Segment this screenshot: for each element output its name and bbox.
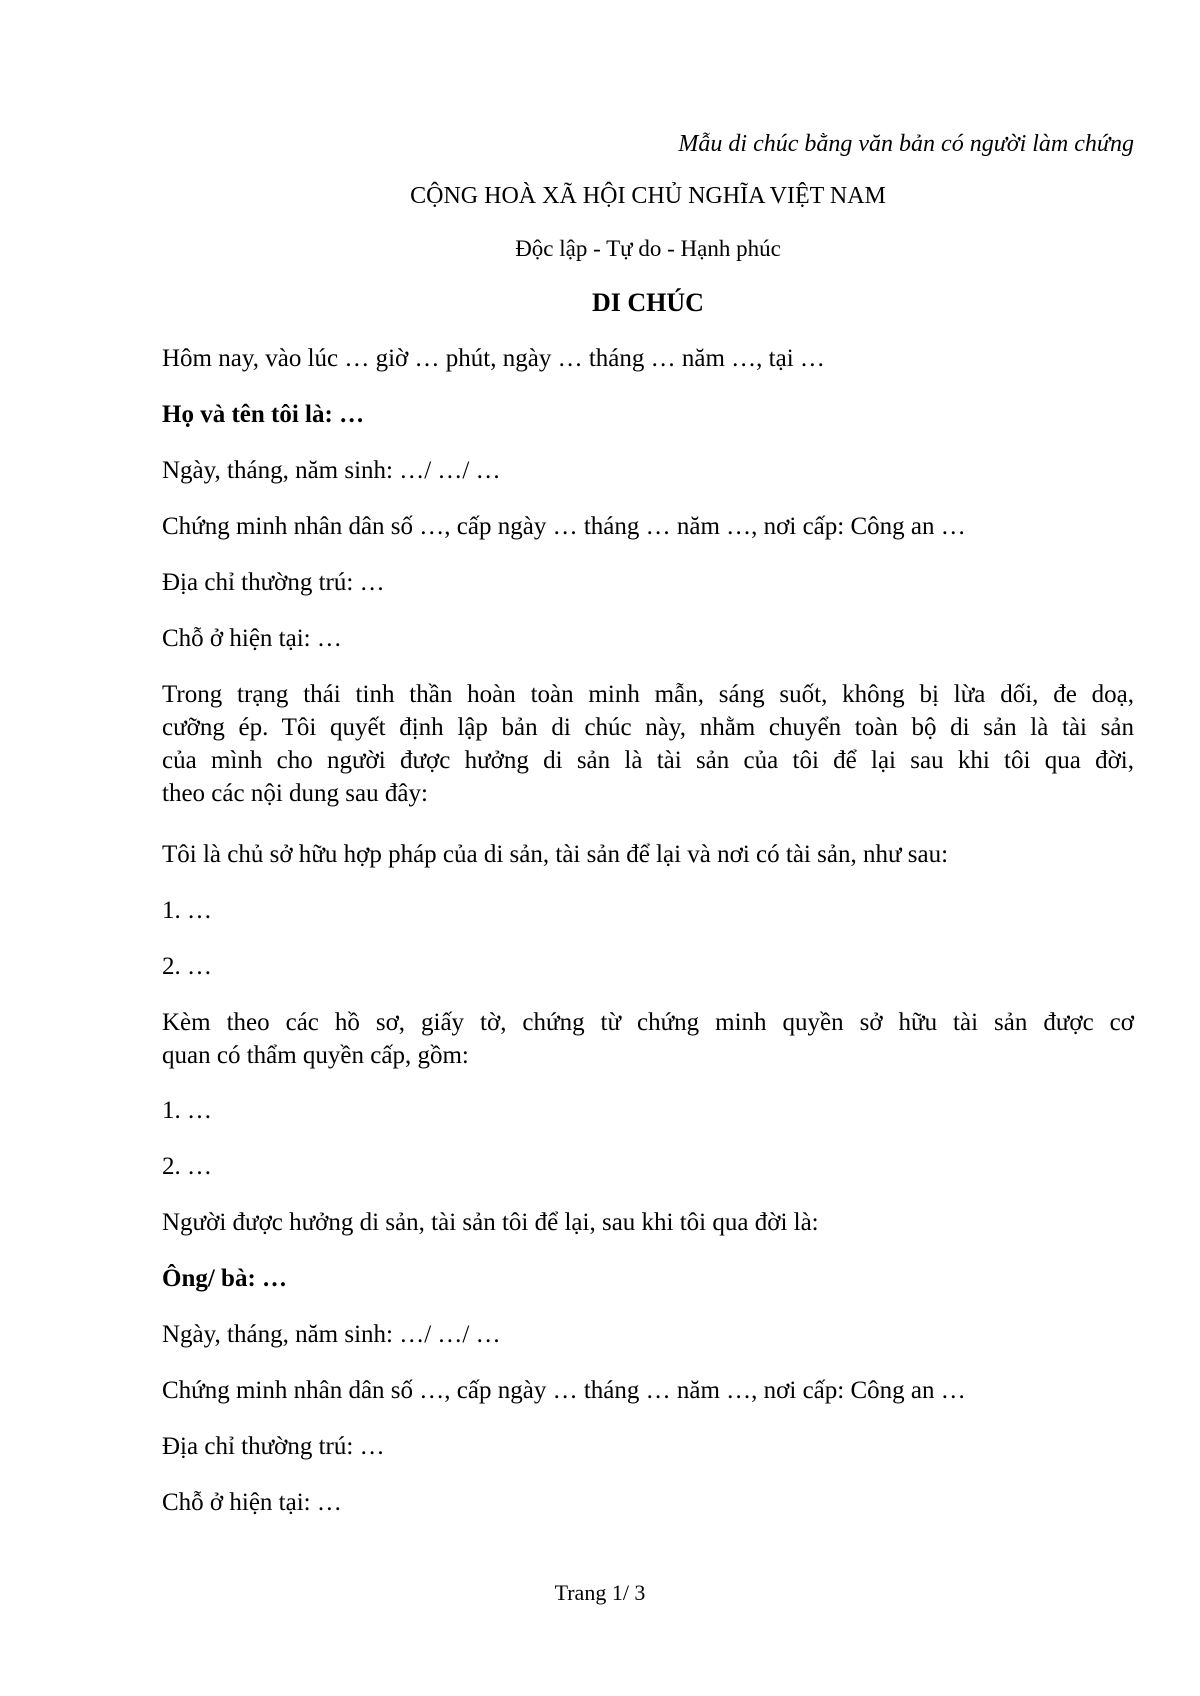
asset-item: 2. … [162, 953, 212, 980]
declaration-line: cưỡng ép. Tôi quyết định lập bản di chúc này, nhằm chuyển toàn bộ di sản là tài sản [162, 714, 1134, 741]
declaration-line: theo các nội dung sau đây: [162, 780, 428, 807]
documents-intro-line: quan có thẩm quyền cấp, gồm: [162, 1042, 469, 1069]
beneficiary-name: Ông/ bà: … [162, 1265, 288, 1292]
declaration-paragraph [162, 678, 1134, 810]
national-title: CỘNG HOÀ XÃ HỘI CHỦ NGHĨA VIỆT NAM [410, 183, 886, 209]
beneficiary-dob: Ngày, tháng, năm sinh: …/ …/ … [162, 1321, 501, 1348]
testator-dob: Ngày, tháng, năm sinh: …/ …/ … [162, 457, 501, 484]
beneficiary-intro: Người được hưởng di sản, tài sản tôi để lại, sau khi tôi qua đời là: [162, 1209, 819, 1236]
declaration-line: của mình cho người được hưởng di sản là tài sản của tôi để lại sau khi tôi qua đời, [162, 747, 1134, 774]
national-motto: Độc lập - Tự do - Hạnh phúc [515, 236, 781, 261]
asset-item: 1. … [162, 897, 212, 924]
testator-permanent-address: Địa chỉ thường trú: … [162, 569, 385, 596]
ownership-intro: Tôi là chủ sở hữu hợp pháp của di sản, tài sản để lại và nơi có tài sản, như sau: [162, 841, 949, 868]
beneficiary-permanent-address: Địa chỉ thường trú: … [162, 1433, 385, 1460]
template-note: Mẫu di chúc bằng văn bản có người làm chứng [678, 131, 1134, 157]
beneficiary-id-card: Chứng minh nhân dân số …, cấp ngày … tháng … năm …, nơi cấp: Công an … [162, 1377, 966, 1404]
document-title: DI CHÚC [592, 288, 704, 317]
document-item: 1. … [162, 1097, 212, 1124]
testator-name: Họ và tên tôi là: … [162, 401, 365, 428]
document-item: 2. … [162, 1153, 212, 1180]
testator-id-card: Chứng minh nhân dân số …, cấp ngày … tháng … năm …, nơi cấp: Công an … [162, 513, 966, 540]
page-number: Trang 1/ 3 [554, 1580, 646, 1605]
testator-current-residence: Chỗ ở hiện tại: … [162, 625, 342, 652]
opening-line: Hôm nay, vào lúc … giờ … phút, ngày … tháng … năm …, tại … [162, 345, 825, 372]
documents-intro-paragraph [162, 1006, 1134, 1072]
declaration-line: Trong trạng thái tinh thần hoàn toàn minh mẫn, sáng suốt, không bị lừa dối, đe doạ, [162, 681, 1134, 708]
documents-intro-line: Kèm theo các hồ sơ, giấy tờ, chứng từ chứng minh quyền sở hữu tài sản được cơ [162, 1009, 1134, 1036]
beneficiary-current-residence: Chỗ ở hiện tại: … [162, 1489, 342, 1516]
